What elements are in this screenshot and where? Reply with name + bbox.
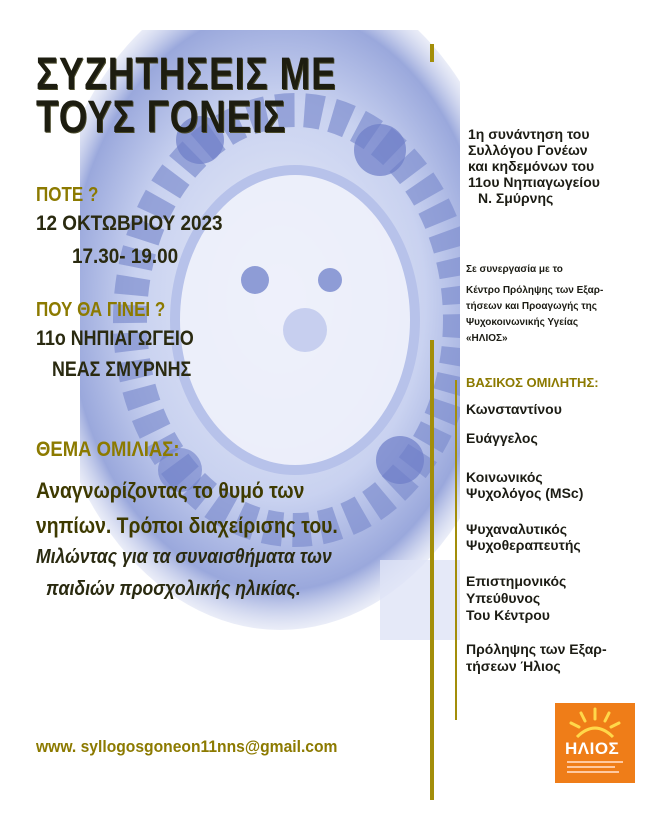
role-line: Επιστημονικός bbox=[466, 573, 567, 589]
role-line: Του Κέντρου bbox=[466, 607, 550, 623]
topic-line-2: νηπίων. Τρόποι διαχείρισης του. bbox=[36, 513, 338, 538]
accent-bar-top bbox=[430, 44, 434, 62]
logo-text: ΗΛΙΟΣ bbox=[565, 739, 620, 758]
role-line: Ψυχολόγος (MSc) bbox=[466, 485, 584, 501]
cooperation-info bbox=[466, 262, 603, 347]
cooperation-line: Ψυχοκοινωνικής Υγείας bbox=[466, 317, 579, 328]
meeting-line: και κηδεμόνων του bbox=[468, 158, 595, 174]
speaker-role-1 bbox=[466, 469, 583, 501]
role-line: Κοινωνικός bbox=[466, 469, 543, 485]
email-link[interactable]: www. syllogosgoneon11nns@gmail.com bbox=[36, 737, 338, 756]
venue-line-1: 11ο ΝΗΠΙΑΓΩΓΕΙΟ bbox=[36, 327, 194, 350]
meeting-info bbox=[468, 126, 600, 206]
accent-bar-thin bbox=[455, 380, 457, 720]
speaker-role-4 bbox=[466, 641, 607, 675]
cooperation-line: «ΗΛΙΟΣ» bbox=[466, 333, 508, 344]
event-time: 17.30- 19.00 bbox=[72, 245, 179, 268]
venue-line-2: ΝΕΑΣ ΣΜΥΡΝΗΣ bbox=[52, 358, 192, 381]
role-line: τήσεων Ήλιος bbox=[466, 658, 561, 674]
accent-bar-right bbox=[430, 340, 434, 800]
cooperation-line: τήσεων και Προαγωγής της bbox=[466, 301, 597, 312]
role-line: Ψυχοθεραπευτής bbox=[466, 537, 581, 553]
meeting-line: 1η συνάντηση του bbox=[468, 126, 590, 142]
speaker-role-3 bbox=[466, 573, 566, 624]
role-line: Πρόληψης των Εξαρ- bbox=[466, 641, 607, 657]
meeting-line: Συλλόγου Γονέων bbox=[468, 142, 588, 158]
topic-label: ΘΕΜΑ ΟΜΙΛΙΑΣ: bbox=[36, 438, 180, 461]
speaker-label: ΒΑΣΙΚΟΣ ΟΜΙΛΗΤΗΣ: bbox=[466, 375, 599, 390]
title-line-2: ΤΟΥΣ ΓΟΝΕΙΣ bbox=[36, 91, 287, 142]
speaker-surname: Κωνσταντίνου bbox=[466, 401, 562, 417]
topic-italic-1: Μιλώντας για τα συναισθήματα των bbox=[36, 546, 332, 568]
topic-line-1: Αναγνωρίζοντας το θυμό των bbox=[36, 478, 305, 503]
topic-italic-2: παιδιών προσχολικής ηλικίας. bbox=[46, 578, 301, 600]
speaker-role-2 bbox=[466, 521, 581, 553]
meeting-line: 11ου Νηπιαγωγείου bbox=[468, 174, 600, 190]
title-line-1: ΣΥΖΗΤΗΣΕΙΣ ΜΕ bbox=[36, 48, 337, 99]
cooperation-line: Σε συνεργασία με το bbox=[466, 264, 563, 275]
where-label: ΠΟΥ ΘΑ ΓΙΝΕΙ ? bbox=[36, 299, 166, 321]
meeting-line: Ν. Σμύρνης bbox=[478, 190, 554, 206]
poster-title bbox=[36, 48, 337, 142]
event-date: 12 ΟΚΤΩΒΡΙΟΥ 2023 bbox=[36, 212, 223, 235]
when-label: ΠΟΤΕ ? bbox=[36, 184, 99, 206]
speaker-name: Ευάγγελος bbox=[466, 430, 538, 446]
cooperation-line: Κέντρο Πρόληψης των Εξαρ- bbox=[466, 285, 604, 296]
role-line: Υπεύθυνος bbox=[466, 590, 541, 606]
helios-logo bbox=[555, 703, 635, 783]
role-line: Ψυχαναλυτικός bbox=[466, 521, 568, 537]
